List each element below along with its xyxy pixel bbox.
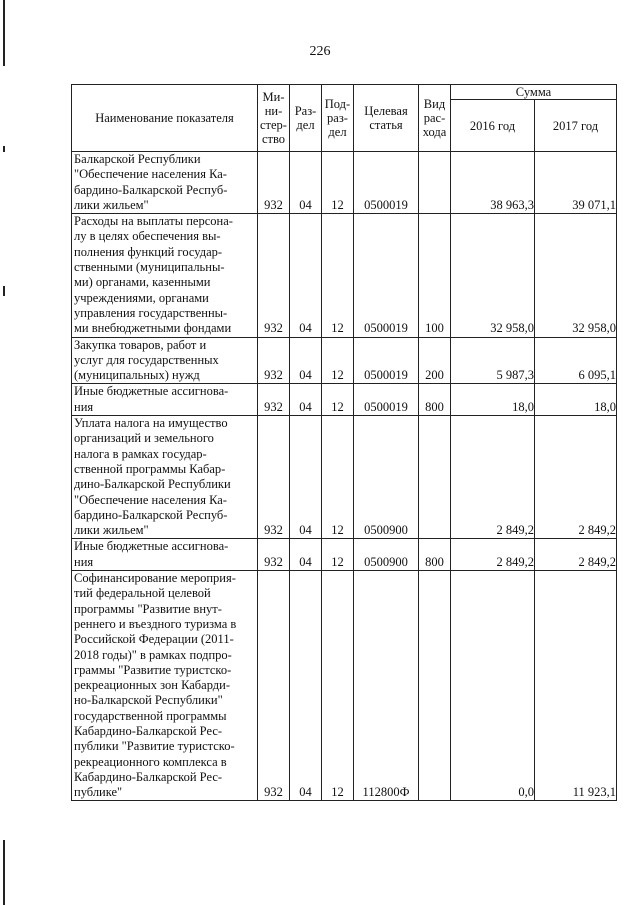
row-name: Балкарской Республики "Обеспечение населения Ка- бардино-Балкарской Респуб- лики жильем": [72, 152, 258, 214]
row-target: 112800Ф: [354, 571, 419, 801]
row-ministry: 932: [258, 571, 290, 801]
header-sum: Сумма: [451, 85, 617, 100]
header-ministry: Ми- ни- стер- ство: [258, 85, 290, 152]
row-section: 04: [290, 539, 322, 571]
row-subsection: 12: [322, 539, 354, 571]
row-name: Уплата налога на имущество организаций и земельного налога в рамках государ- ственной программы Кабар- дино-Балкарской Республики "Обеспечение населения Ка- бардино-Балкарской Респуб- лики жильем": [72, 416, 258, 539]
row-sum-2016: 5 987,3: [451, 337, 535, 384]
row-target: 0500019: [354, 384, 419, 416]
row-ministry: 932: [258, 214, 290, 337]
row-subsection: 12: [322, 571, 354, 801]
row-name: Иные бюджетные ассигнова- ния: [72, 539, 258, 571]
row-section: 04: [290, 384, 322, 416]
scan-edge-mark: [3, 146, 5, 152]
row-expense: 200: [419, 337, 451, 384]
table-row: [72, 571, 617, 801]
header-year-2016: 2016 год: [451, 100, 535, 152]
row-expense: [419, 416, 451, 539]
row-expense: 800: [419, 384, 451, 416]
header-target: Целевая статья: [354, 85, 419, 152]
row-name: Софинансирование мероприя- тий федеральной целевой программы "Развитие внут- реннего и въездного туризма в Российской Федерации (2011- 2018 годы)" в рамках подпро- граммы "Развитие туристско- рекреационных зон Кабарди- но-Балкарской Республики" государственной программы Кабардино-Балкарской Рес- публики "Развитие туристско- рекреационного комплекса в Кабардино-Балкарской Рес- публике": [72, 571, 258, 801]
header-name: Наименование показателя: [72, 85, 258, 152]
row-sum-2017: 6 095,1: [535, 337, 617, 384]
row-sum-2016: 2 849,2: [451, 416, 535, 539]
row-sum-2017: 32 958,0: [535, 214, 617, 337]
header-subsection: Под- раз- дел: [322, 85, 354, 152]
row-subsection: 12: [322, 337, 354, 384]
row-sum-2016: 18,0: [451, 384, 535, 416]
page-number: 226: [309, 44, 331, 59]
row-sum-2016: 2 849,2: [451, 539, 535, 571]
table-row: [72, 214, 617, 337]
row-name: Закупка товаров, работ и услуг для государственных (муниципальных) нужд: [72, 337, 258, 384]
row-name: Расходы на выплаты персона- лу в целях обеспечения вы- полнения функций государ- ственными (муниципальны- ми) органами, казенными учреждениями, органами управления государственны- ми внебюджетными фондами: [72, 214, 258, 337]
row-subsection: 12: [322, 152, 354, 214]
row-ministry: 932: [258, 337, 290, 384]
budget-table: [71, 84, 617, 801]
row-target: 0500900: [354, 416, 419, 539]
row-expense: [419, 571, 451, 801]
row-sum-2016: 32 958,0: [451, 214, 535, 337]
row-target: 0500019: [354, 152, 419, 214]
row-section: 04: [290, 571, 322, 801]
scan-edge-mark: [3, 840, 5, 905]
header-year-2017: 2017 год: [535, 100, 617, 152]
row-sum-2017: 2 849,2: [535, 539, 617, 571]
row-sum-2017: 2 849,2: [535, 416, 617, 539]
table-row: [72, 152, 617, 214]
row-expense: 100: [419, 214, 451, 337]
row-section: 04: [290, 214, 322, 337]
row-target: 0500019: [354, 214, 419, 337]
row-target: 0500019: [354, 337, 419, 384]
row-expense: 800: [419, 539, 451, 571]
row-section: 04: [290, 337, 322, 384]
row-sum-2016: 0,0: [451, 571, 535, 801]
table-row: [72, 337, 617, 384]
row-subsection: 12: [322, 416, 354, 539]
table-row: [72, 416, 617, 539]
row-ministry: 932: [258, 152, 290, 214]
row-ministry: 932: [258, 539, 290, 571]
table-row: [72, 539, 617, 571]
row-sum-2016: 38 963,3: [451, 152, 535, 214]
row-expense: [419, 152, 451, 214]
row-sum-2017: 18,0: [535, 384, 617, 416]
row-sum-2017: 11 923,1: [535, 571, 617, 801]
row-section: 04: [290, 416, 322, 539]
row-subsection: 12: [322, 384, 354, 416]
row-target: 0500900: [354, 539, 419, 571]
row-sum-2017: 39 071,1: [535, 152, 617, 214]
row-name: Иные бюджетные ассигнова- ния: [72, 384, 258, 416]
table-row: [72, 384, 617, 416]
row-ministry: 932: [258, 416, 290, 539]
row-ministry: 932: [258, 384, 290, 416]
row-subsection: 12: [322, 214, 354, 337]
scan-edge-mark: [3, 286, 5, 296]
header-expense: Вид рас- хода: [419, 85, 451, 152]
header-section: Раз- дел: [290, 85, 322, 152]
row-section: 04: [290, 152, 322, 214]
